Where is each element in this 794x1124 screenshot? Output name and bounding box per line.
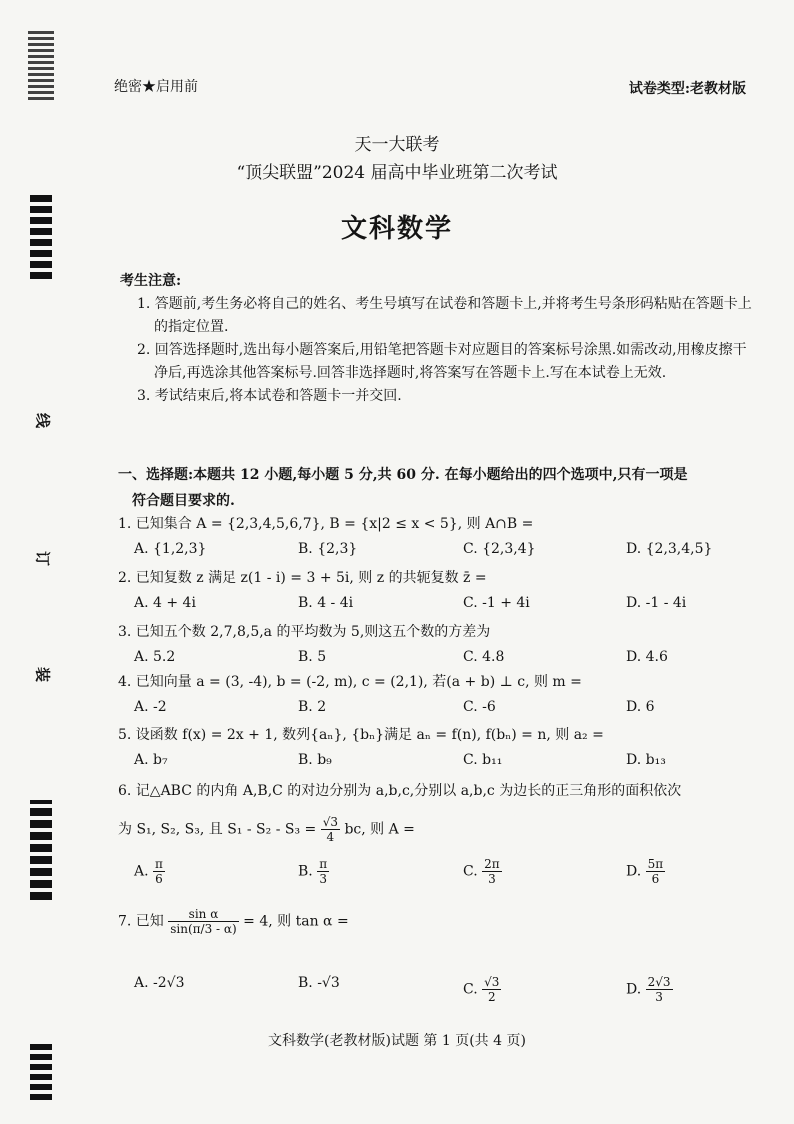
question-6-option-d <box>626 857 665 886</box>
page-footer: 文科数学(老教材版)试题 第 1 页(共 4 页) <box>268 1033 526 1049</box>
question-3-option-d: D. 4.6 <box>626 649 668 665</box>
option-label: D. <box>626 981 642 998</box>
question-1-option-a: A. {1,2,3} <box>134 541 207 557</box>
option-label: C. <box>463 981 478 998</box>
question-7-stem <box>118 907 758 936</box>
option-label: A. <box>134 975 149 991</box>
question-6-fraction <box>321 815 340 844</box>
fraction-numerator: 2√3 <box>647 975 671 989</box>
question-4-option-c: C. -6 <box>463 699 496 715</box>
question-1-stem: 1. 已知集合 A = {2,3,4,5,6,7}, B = {x|2 ≤ x < 5}, 则 A∩B = <box>118 516 534 532</box>
question-5-option-a: A. b₇ <box>134 752 168 768</box>
paper-type: 试卷类型:老教材版 <box>628 81 746 97</box>
question-7-stem-pre: 7. 已知 <box>118 913 164 930</box>
option-label: D. <box>626 863 642 880</box>
fraction-denominator: 3 <box>488 872 496 886</box>
fraction-numerator: π <box>155 857 163 871</box>
question-7-stem-post: = 4, 则 tan α = <box>243 913 349 930</box>
fraction-numerator: sin α <box>168 907 238 922</box>
section-instruction-line1: 一、选择题:本题共 12 小题,每小题 5 分,共 60 分. 在每小题给出的四个选项中,只有一项是 <box>118 467 688 483</box>
fraction-denominator: 6 <box>155 872 163 886</box>
question-3-option-c: C. 4.8 <box>463 649 505 665</box>
question-6-option-b <box>298 857 329 886</box>
question-5-option-c: C. b₁₁ <box>463 752 503 768</box>
question-5-stem: 5. 设函数 f(x) = 2x + 1, 数列{aₙ}, {bₙ}满足 aₙ = f(n), f(bₙ) = n, 则 a₂ = <box>118 727 604 743</box>
notice-item: 2. 回答选择题时,选出每小题答案后,用铅笔把答题卡对应题目的答案标号涂黑.如需改动,用橡皮擦干净后,再选涂其他答案标号.回答非选择题时,将答案写在答题卡上.写在本试卷上无效. <box>137 342 747 381</box>
question-1-option-d: D. {2,3,4,5} <box>626 541 713 557</box>
question-3-option-a: A. 5.2 <box>134 649 176 665</box>
fraction-numerator: √3 <box>484 975 500 989</box>
question-5-option-d: D. b₁₃ <box>626 752 666 768</box>
question-5-option-b: B. b₉ <box>298 752 332 768</box>
fraction-denominator: 4 <box>326 830 335 844</box>
question-2-option-b: B. 4 - 4i <box>298 595 354 611</box>
option-text: -2√3 <box>153 975 185 991</box>
fraction-denominator: 3 <box>319 872 327 886</box>
question-7-option-a <box>134 975 184 991</box>
question-4-option-a: A. -2 <box>134 699 167 715</box>
question-3-option-b: B. 5 <box>298 649 327 665</box>
question-7-fraction <box>168 907 238 936</box>
question-6-stem-pre: 为 S₁, S₂, S₃, 且 S₁ - S₂ - S₃ = <box>118 821 317 838</box>
question-2-option-c: C. -1 + 4i <box>463 595 530 611</box>
fraction-denominator: 6 <box>651 872 660 886</box>
option-label: A. <box>134 863 149 880</box>
question-6-option-c <box>463 857 502 886</box>
option-label: B. <box>298 975 313 991</box>
section-instruction-line2: 符合题目要求的. <box>132 493 235 509</box>
question-4-stem: 4. 已知向量 a = (3, -4), b = (-2, m), c = (2,1), 若(a + b) ⊥ c, 则 m = <box>118 674 582 690</box>
question-7-option-d <box>626 975 673 1004</box>
exam-title: “顶尖联盟”2024 届高中毕业班第二次考试 <box>236 163 558 183</box>
question-1-option-c: C. {2,3,4} <box>463 541 536 557</box>
binding-stripe-middle <box>30 800 52 900</box>
fraction-denominator: sin(π/3 - α) <box>170 922 237 936</box>
exam-organizer: 天一大联考 <box>354 135 440 155</box>
question-1-option-b: B. {2,3} <box>298 541 358 557</box>
binding-label-zhuang: 装 <box>33 666 52 682</box>
notice-title: 考生注意: <box>120 273 182 289</box>
question-4-option-d: D. 6 <box>626 699 655 715</box>
question-2-stem: 2. 已知复数 z 满足 z(1 - i) = 3 + 5i, 则 z 的共轭复数 z̄ = <box>118 570 487 586</box>
fraction-numerator: √3 <box>322 815 338 829</box>
binding-label-line: 线 <box>33 412 52 428</box>
question-3-stem: 3. 已知五个数 2,7,8,5,a 的平均数为 5,则这五个数的方差为 <box>118 624 491 640</box>
notice-item: 1. 答题前,考生务必将自己的姓名、考生号填写在试卷和答题卡上,并将考生号条形码粘贴在答题卡上的指定位置. <box>137 296 752 335</box>
candidate-notice <box>120 270 760 408</box>
fraction-numerator: π <box>319 857 328 871</box>
question-2-option-a: A. 4 + 4i <box>134 595 196 611</box>
option-label: C. <box>463 863 478 880</box>
fraction-denominator: 2 <box>487 990 496 1004</box>
fraction-numerator: 2π <box>484 857 500 871</box>
question-6-stem-line1: 6. 记△ABC 的内角 A,B,C 的对边分别为 a,b,c,分别以 a,b,c 为边长的正三角形的面积依次 <box>118 783 682 799</box>
question-6-stem-post: bc, 则 A = <box>344 821 415 838</box>
fraction-denominator: 3 <box>655 990 663 1004</box>
binding-label-ding: 订 <box>33 550 52 566</box>
section-header <box>118 462 758 514</box>
option-text: -√3 <box>317 975 340 991</box>
notice-item: 3. 考试结束后,将本试卷和答题卡一并交回. <box>137 388 402 404</box>
question-4-option-b: B. 2 <box>298 699 327 715</box>
subject-title: 文科数学 <box>340 214 453 244</box>
fraction-numerator: 5π <box>647 857 664 871</box>
question-7-option-c <box>463 975 501 1004</box>
confidential-mark: 绝密★启用前 <box>114 79 198 95</box>
question-2-option-d: D. -1 - 4i <box>626 595 687 611</box>
option-label: B. <box>298 863 313 880</box>
question-6-stem-line2 <box>118 815 758 844</box>
question-7-option-b <box>298 975 340 991</box>
question-6-option-a <box>134 857 165 886</box>
